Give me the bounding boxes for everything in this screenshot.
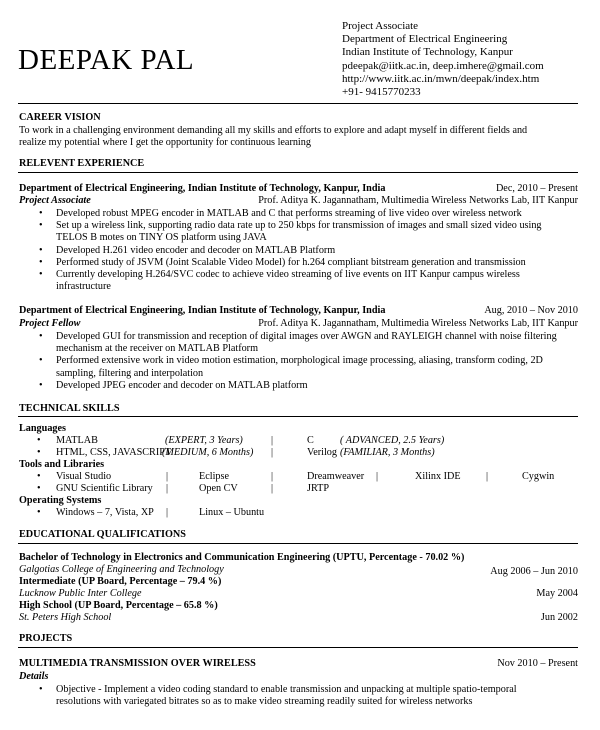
tool-name: Open CV (199, 483, 238, 494)
skill-level: (MEDIUM, 6 Months) (162, 447, 254, 458)
education-degree: High School (UP Board, Percentage – 65.8 %) (19, 600, 218, 611)
education-heading: EDUCATIONAL QUALIFICATIONS (19, 529, 186, 540)
job-org: Department of Electrical Engineering, Indian Institute of Technology, Kanpur, India (19, 183, 386, 194)
skill-level: (EXPERT, 3 Years) (165, 435, 243, 446)
job-supervisor: Prof. Aditya K. Jagannatham, Multimedia Wireless Networks Lab, IIT Kanpur (258, 195, 578, 206)
skill-row: • HTML, CSS, JAVASCRIPT (MEDIUM, 6 Months) | Verilog (FAMILIAR, 3 Months) (37, 447, 435, 458)
skill-separator: | (271, 471, 274, 482)
education-dates: Jun 2002 (540, 612, 578, 623)
experience-heading: RELEVENT EXPERIENCE (19, 158, 145, 169)
job-bullets (56, 331, 578, 392)
project-bullets (56, 684, 578, 708)
job-role-row (19, 318, 578, 330)
tool-name: Eclipse (199, 471, 229, 482)
skill-name: MATLAB (56, 435, 98, 446)
job-supervisor: Prof. Aditya K. Jagannatham, Multimedia Wireless Networks Lab, IIT Kanpur (258, 318, 578, 329)
contact-institute: Indian Institute of Technology, Kanpur (342, 46, 513, 59)
job-role: Project Associate (19, 195, 91, 206)
contact-block (342, 20, 544, 99)
education-degree: Bachelor of Technology in Electronics and Communication Engineering (UPTU, Percentage - 70.02 %) (19, 552, 465, 563)
project-header (19, 658, 578, 670)
contact-phone: +91- 9415770233 (342, 86, 421, 99)
skill-separator: | (376, 471, 379, 482)
job-header (19, 183, 578, 195)
list-item: • Set up a wireless link, supporting radio data rate up to 250 kbps for transmission of images and small sized video using TELOS B motes on TINY OS platform using JAVA (56, 220, 578, 244)
list-item: • Developed robust MPEG encoder in MATLAB and C that performs streaming of live video over wireless network (56, 208, 578, 220)
tool-name: JRTP (307, 483, 330, 494)
list-item: • Objective - Implement a video coding standard to enable transmission and unpacking at multiple spatio-temporal resolutions with variegated bitrates so as to make video streaming readily suited for wireless networks (56, 684, 578, 708)
education-row (19, 612, 578, 624)
contact-title: Project Associate (342, 20, 419, 32)
project-name: MULTIMEDIA TRANSMISSION OVER WIRELESS (19, 658, 256, 669)
tool-name: Xilinx IDE (415, 471, 461, 482)
education-row (19, 564, 578, 576)
list-item: • Performed study of JSVM (Joint Scalable Video Model) for h.264 compliant bitstream generation and transmission (56, 257, 578, 269)
job-org: Department of Electrical Engineering, Indian Institute of Technology, Kanpur, India (19, 305, 386, 316)
career-line: realize my potential where I get the opportunity for continuous learning (19, 137, 311, 149)
tool-name: Cygwin (522, 471, 555, 482)
education-row (19, 588, 578, 600)
languages-label: Languages (19, 423, 66, 434)
skill-separator: | (166, 471, 169, 482)
education-school: Galgotias College of Engineering and Technology (19, 564, 224, 575)
contact-email[interactable]: pdeepak@iitk.ac.in, deep.imhere@gmail.com (342, 59, 544, 72)
skill-level: ( ADVANCED, 2.5 Years) (340, 435, 445, 446)
skill-row: • Windows – 7, Vista, XP | Linux – Ubuntu (37, 507, 265, 518)
skill-name: HTML, CSS, JAVASCRIPT (56, 447, 172, 458)
projects-heading: PROJECTS (19, 633, 73, 644)
tool-name: Visual Studio (56, 471, 112, 482)
skills-heading: TECHNICAL SKILLS (19, 403, 120, 414)
education-degree: Intermediate (UP Board, Percentage – 79.4 %) (19, 576, 222, 587)
os-label: Operating Systems (19, 495, 102, 506)
education-dates: Aug 2006 – Jun 2010 (490, 566, 578, 577)
job-role-row (19, 195, 578, 207)
list-item: • Performed extensive work in video motion estimation, morphological image processing, aliasing, transform coding, 2D sampling, filtering and interpolation (56, 355, 578, 379)
list-item: • Developed H.261 video encoder and decoder on MATLAB Platform (56, 245, 578, 257)
skill-separator: | (166, 483, 169, 494)
contact-department: Department of Electrical Engineering (342, 33, 508, 46)
skill-separator: | (271, 447, 274, 458)
skill-separator: | (166, 507, 169, 518)
job-header (19, 305, 578, 317)
os-name: Linux – Ubuntu (199, 507, 265, 518)
list-item: • Developed JPEG encoder and decoder on MATLAB platform (56, 380, 578, 392)
education-divider (18, 543, 578, 544)
skill-row: • Visual Studio | Eclipse | Dreamweaver | Xilinx IDE | Cygwin (37, 471, 555, 482)
job-role: Project Fellow (19, 318, 81, 329)
tools-label: Tools and Libraries (19, 459, 105, 470)
education-dates: May 2004 (536, 588, 578, 599)
list-item: • Currently developing H.264/SVC codec to achieve video streaming of live events on IIT Kanpur campus wireless infrastructure (56, 269, 578, 293)
experience-divider (18, 172, 578, 173)
skill-level: (FAMILIAR, 3 Months) (340, 447, 435, 458)
skill-name: C (307, 435, 314, 446)
contact-website[interactable]: http://www.iitk.ac.in/mwn/deepak/index.htm (342, 72, 540, 85)
candidate-name: DEEPAK PAL (18, 44, 195, 76)
header-divider (18, 103, 578, 104)
skill-row: • GNU Scientific Library | Open CV | JRTP (37, 483, 330, 494)
education-school: Lucknow Public Inter College (19, 588, 142, 599)
career-vision-heading: CAREER VISION (19, 112, 101, 123)
tool-name: Dreamweaver (307, 471, 365, 482)
career-vision-text (19, 125, 527, 149)
project-dates: Nov 2010 – Present (497, 658, 578, 669)
projects-divider (18, 647, 578, 648)
project-details-label: Details (19, 671, 49, 682)
tool-name: GNU Scientific Library (56, 483, 153, 494)
skill-separator: | (271, 483, 274, 494)
list-item: • Developed GUI for transmission and reception of digital images over AWGN and RAYLEIGH channel with noise filtering mechanism at the receiver on MATLAB Platform (56, 331, 578, 355)
career-line: To work in a challenging environment demanding all my skills and efforts to explore and adapt myself in different fields and (19, 125, 528, 136)
os-name: Windows – 7, Vista, XP (56, 507, 154, 518)
job-dates: Dec, 2010 – Present (495, 183, 578, 194)
skill-separator: | (486, 471, 489, 482)
education-school: St. Peters High School (19, 612, 112, 623)
skills-divider (18, 416, 578, 417)
skill-separator: | (271, 435, 274, 446)
skill-name: Verilog (307, 447, 337, 458)
job-dates: Aug, 2010 – Nov 2010 (484, 305, 578, 316)
job-bullets (56, 208, 578, 293)
skill-row: • MATLAB (EXPERT, 3 Years) | C ( ADVANCED, 2.5 Years) (37, 435, 445, 446)
